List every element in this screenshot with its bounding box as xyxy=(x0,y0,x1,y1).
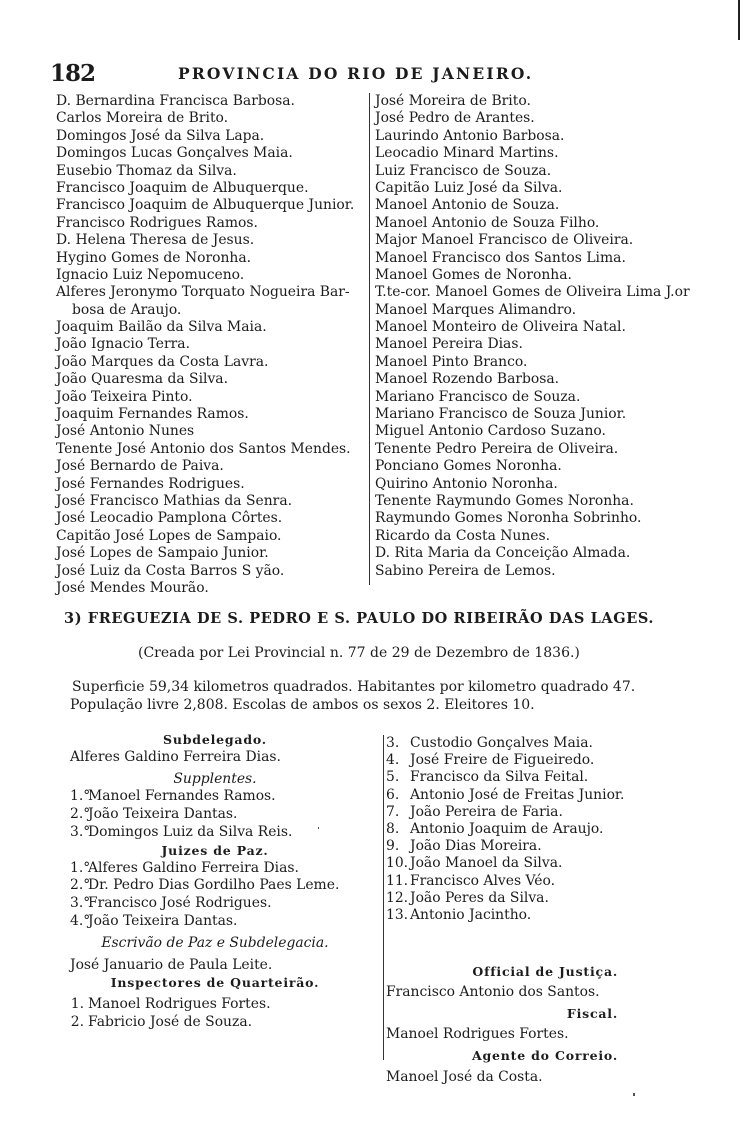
list-item: 3.°Francisco José Rodrigues. xyxy=(70,895,272,912)
list-item: João Ignacio Terra. xyxy=(56,336,190,353)
list-item: Joaquim Fernandes Ramos. xyxy=(56,406,249,423)
list-item: Capitão Luiz José da Silva. xyxy=(375,179,563,196)
officials-right xyxy=(386,735,624,1086)
list-item: Francisco Rodrigues Ramos. xyxy=(56,214,258,231)
list-item: Domingos José da Silva Lapa. xyxy=(56,127,265,144)
list-item: Joaquim Bailão da Silva Maia. xyxy=(56,319,267,336)
list-item: 7. João Pereira de Faria. xyxy=(386,803,563,820)
list-item: 11. Francisco Alves Véo. xyxy=(386,872,556,889)
list-item: Capitão José Lopes de Sampaio. xyxy=(56,527,282,544)
list-item: 13. Antonio Jacintho. xyxy=(386,907,532,924)
parish-statistics xyxy=(72,679,635,714)
list-item: 12. João Peres da Silva. xyxy=(386,889,549,906)
list-item: Manoel Pereira Dias. xyxy=(375,336,523,353)
print-speck xyxy=(318,827,319,829)
correio-name: Manoel José da Costa. xyxy=(386,1068,543,1085)
list-item: Francisco Joaquim de Albuquerque. xyxy=(56,179,309,196)
list-item: Major Manoel Francisco de Oliveira. xyxy=(375,232,634,249)
list-item: Ricardo da Costa Nunes. xyxy=(375,527,551,544)
list-item: 2. Fabricio José de Souza. xyxy=(70,1013,253,1030)
list-item: Manoel Antonio de Souza Filho. xyxy=(375,214,600,231)
list-item: Ignacio Luiz Nepomuceno. xyxy=(56,266,245,283)
list-item: José Moreira de Brito. xyxy=(375,93,531,109)
list-item: Manoel Antonio de Souza. xyxy=(375,197,560,214)
list-item: Tenente José Antonio dos Santos Mendes. xyxy=(56,440,351,457)
page-edge-line xyxy=(738,0,740,40)
officials-left xyxy=(70,731,360,1032)
correio-heading: Agente do Correio. xyxy=(471,1048,618,1064)
list-item: Tenente Raymundo Gomes Noronha. xyxy=(375,492,634,509)
page-number: 182 xyxy=(50,60,96,87)
list-item: 2.°Dr. Pedro Dias Gordilho Paes Leme. xyxy=(70,877,340,894)
justica-name: Francisco Antonio dos Santos. xyxy=(386,983,600,1000)
column-divider-top xyxy=(369,93,370,585)
list-item: João Teixeira Pinto. xyxy=(56,388,193,405)
justica-heading: Official de Justiça. xyxy=(472,963,618,979)
list-item: Alferes Jeronymo Torquato Nogueira Bar- xyxy=(56,284,350,301)
escrivao-name: José Januario de Paula Leite. xyxy=(70,956,273,973)
list-item: Manoel Monteiro de Oliveira Natal. xyxy=(375,319,626,336)
supplentes-heading: Supplentes. xyxy=(173,770,257,787)
column-divider-bottom xyxy=(383,735,384,1060)
list-item: 2.°João Teixeira Dantas. xyxy=(70,806,238,823)
subdelegado-name: Alferes Galdino Ferreira Dias. xyxy=(70,748,281,765)
list-item: Manoel Pinto Branco. xyxy=(375,353,528,370)
list-item: José Pedro de Arantes. xyxy=(375,110,535,127)
list-item: Sabino Pereira de Lemos. xyxy=(375,562,556,579)
list-item: Luiz Francisco de Souza. xyxy=(375,162,552,179)
list-item: 1.°Manoel Fernandes Ramos. xyxy=(70,788,276,805)
stats-line-1: Superficie 59,34 kilometros quadrados. Habitantes por kilometro quadrado 47. xyxy=(72,679,636,695)
list-item: Manoel Gomes de Noronha. xyxy=(375,266,572,283)
list-item: 6. Antonio José de Freitas Junior. xyxy=(386,786,625,803)
list-item: T.te-cor. Manoel Gomes de Oliveira Lima J.or xyxy=(375,284,690,301)
creation-note: (Creada por Lei Provincial n. 77 de 29 de Dezembro de 1836.) xyxy=(138,645,580,661)
list-item: Mariano Francisco de Souza. xyxy=(375,388,581,405)
page-header xyxy=(50,60,700,86)
list-item: Eusebio Thomaz da Silva. xyxy=(56,162,237,179)
list-item: José Bernardo de Paiva. xyxy=(56,458,224,475)
list-item: José Francisco Mathias da Senra. xyxy=(56,492,293,509)
list-item: Tenente Pedro Pereira de Oliveira. xyxy=(375,440,619,457)
list-item: José Lopes de Sampaio Junior. xyxy=(56,545,269,562)
list-item: Laurindo Antonio Barbosa. xyxy=(375,127,565,144)
list-item: 9. João Dias Moreira. xyxy=(386,838,542,855)
list-item: 3. Custodio Gonçalves Maia. xyxy=(386,735,593,751)
running-title: PROVINCIA DO RIO DE JANEIRO. xyxy=(178,64,534,83)
name-list-left xyxy=(56,93,354,597)
list-item-continuation: bosa de Araujo. xyxy=(72,301,182,318)
list-item: José Luiz da Costa Barros S yão. xyxy=(56,562,285,579)
list-item: Raymundo Gomes Noronha Sobrinho. xyxy=(375,510,642,527)
list-item: Miguel Antonio Cardoso Suzano. xyxy=(375,423,606,440)
stats-line-2: População livre 2,808. Escolas de ambos os sexos 2. Eleitores 10. xyxy=(70,696,535,713)
list-item xyxy=(386,941,624,958)
juizes-heading: Juizes de Paz. xyxy=(161,842,269,858)
print-speck xyxy=(633,1093,635,1096)
list-item: Domingos Lucas Gonçalves Maia. xyxy=(56,145,293,162)
list-item: José Antonio Nunes xyxy=(56,423,195,440)
list-item: José Fernandes Rodrigues. xyxy=(56,475,245,492)
list-item: Mariano Francisco de Souza Junior. xyxy=(375,406,627,423)
list-item: Hygino Gomes de Noronha. xyxy=(56,249,252,266)
list-item: 4.°João Teixeira Dantas. xyxy=(70,912,238,929)
list-item: Quirino Antonio Noronha. xyxy=(375,475,558,492)
fiscal-heading: Fiscal. xyxy=(566,1006,618,1022)
list-item: 1. Manoel Rodrigues Fortes. xyxy=(70,996,271,1013)
list-item: 5. Francisco da Silva Feital. xyxy=(386,769,589,786)
list-item: D. Rita Maria da Conceição Almada. xyxy=(375,545,631,562)
list-item: 4. José Freire de Figueiredo. xyxy=(386,752,595,769)
list-item: José Mendes Mourão. xyxy=(56,579,209,596)
list-item: D. Helena Theresa de Jesus. xyxy=(56,232,255,249)
list-item: Manoel Francisco dos Santos Lima. xyxy=(375,249,626,266)
list-item: 1.°Alferes Galdino Ferreira Dias. xyxy=(70,859,299,876)
list-item: Carlos Moreira de Brito. xyxy=(56,110,229,127)
subdelegado-heading: Subdelegado. xyxy=(163,732,267,747)
list-item: Francisco Joaquim de Albuquerque Junior. xyxy=(56,197,355,214)
list-item: Ponciano Gomes Noronha. xyxy=(375,458,562,475)
fiscal-name: Manoel Rodrigues Fortes. xyxy=(386,1026,569,1043)
list-item xyxy=(386,924,624,941)
list-item: Leocadio Minard Martins. xyxy=(375,145,559,162)
list-item: 3.°Domingos Luiz da Silva Reis. xyxy=(70,823,293,840)
list-item: D. Bernardina Francisca Barbosa. xyxy=(56,93,295,109)
inspectores-heading: Inspectores de Quarteirão. xyxy=(110,975,320,991)
list-item: João Quaresma da Silva. xyxy=(56,371,228,388)
list-item: João Marques da Costa Lavra. xyxy=(56,353,269,370)
list-item: Manoel Rozendo Barbosa. xyxy=(375,371,560,388)
name-list-right xyxy=(375,93,690,580)
list-item: José Leocadio Pamplona Côrtes. xyxy=(56,510,283,527)
section-title: 3) FREGUEZIA DE S. PEDRO E S. PAULO DO RIBEIRÃO DAS LAGES. xyxy=(64,610,655,627)
list-item: 8. Antonio Joaquim de Araujo. xyxy=(386,821,604,838)
list-item: 10. João Manoel da Silva. xyxy=(386,855,563,872)
escrivao-heading: Escrivão de Paz e Subdelegacia. xyxy=(101,934,329,951)
list-item: Manoel Marques Alimandro. xyxy=(375,301,577,318)
